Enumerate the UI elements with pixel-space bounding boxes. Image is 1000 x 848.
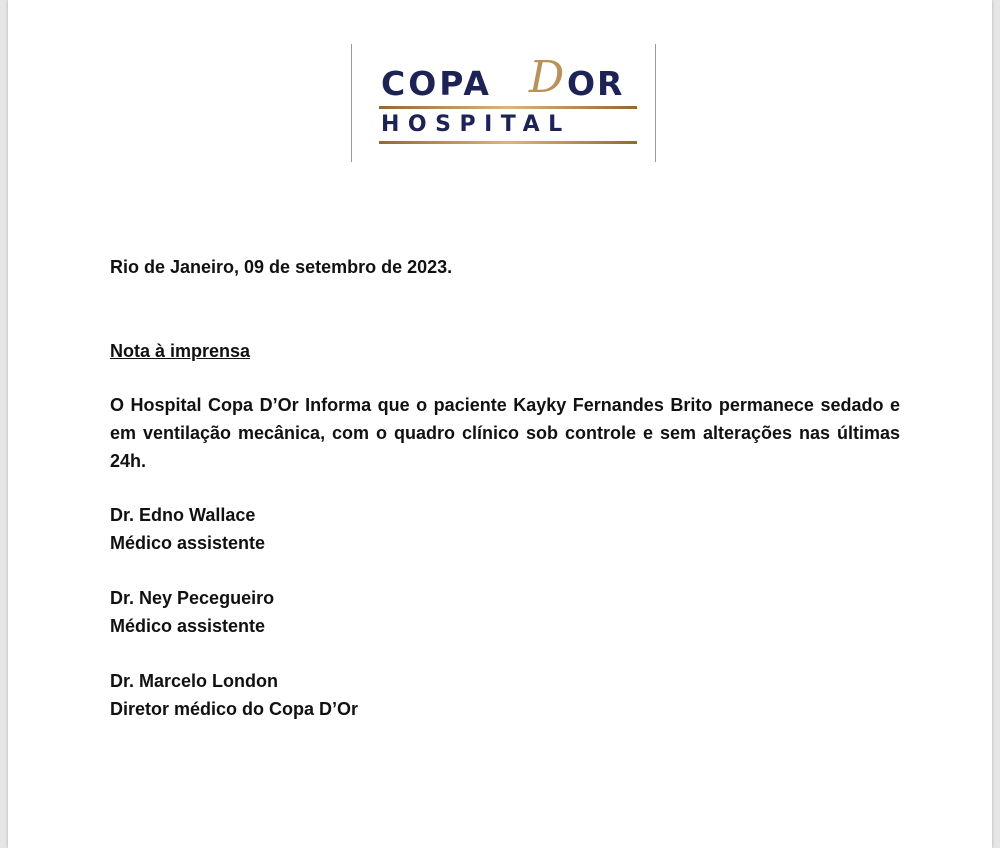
- logo-or-text: OR: [567, 64, 625, 103]
- logo-copa-text: COPA: [381, 64, 492, 103]
- logo-hospital-text: HOSPITAL: [381, 112, 571, 137]
- signature-block: [110, 584, 900, 640]
- press-note-heading: Nota à imprensa: [110, 341, 251, 361]
- document-page: [8, 0, 992, 848]
- signature-title: Médico assistente: [110, 616, 266, 636]
- letter-content: [110, 253, 900, 750]
- signature-block: [110, 501, 900, 557]
- logo-script-d: D: [529, 52, 565, 103]
- date-line: Rio de Janeiro, 09 de setembro de 2023.: [110, 257, 453, 277]
- press-note-body: O Hospital Copa D’Or Informa que o paciente Kayky Fernandes Brito permanece sedado e em ventilação mecânica, com o quadro clínico sob controle e sem alterações nas últimas 24h.: [110, 395, 900, 471]
- logo-gold-bar-top: [379, 106, 637, 109]
- logo-gold-bar-bottom: [379, 141, 637, 144]
- hospital-logo: [351, 44, 656, 162]
- signature-name: Dr. Edno Wallace: [110, 505, 256, 525]
- signature-title: Médico assistente: [110, 533, 266, 553]
- signature-title: Diretor médico do Copa D’Or: [110, 699, 359, 719]
- logo-divider-left: [351, 44, 352, 162]
- signature-name: Dr. Ney Pecegueiro: [110, 588, 275, 608]
- logo-wordmark: [381, 52, 641, 106]
- signature-name: Dr. Marcelo London: [110, 671, 279, 691]
- signature-block: [110, 667, 900, 723]
- logo-divider-right: [655, 44, 656, 162]
